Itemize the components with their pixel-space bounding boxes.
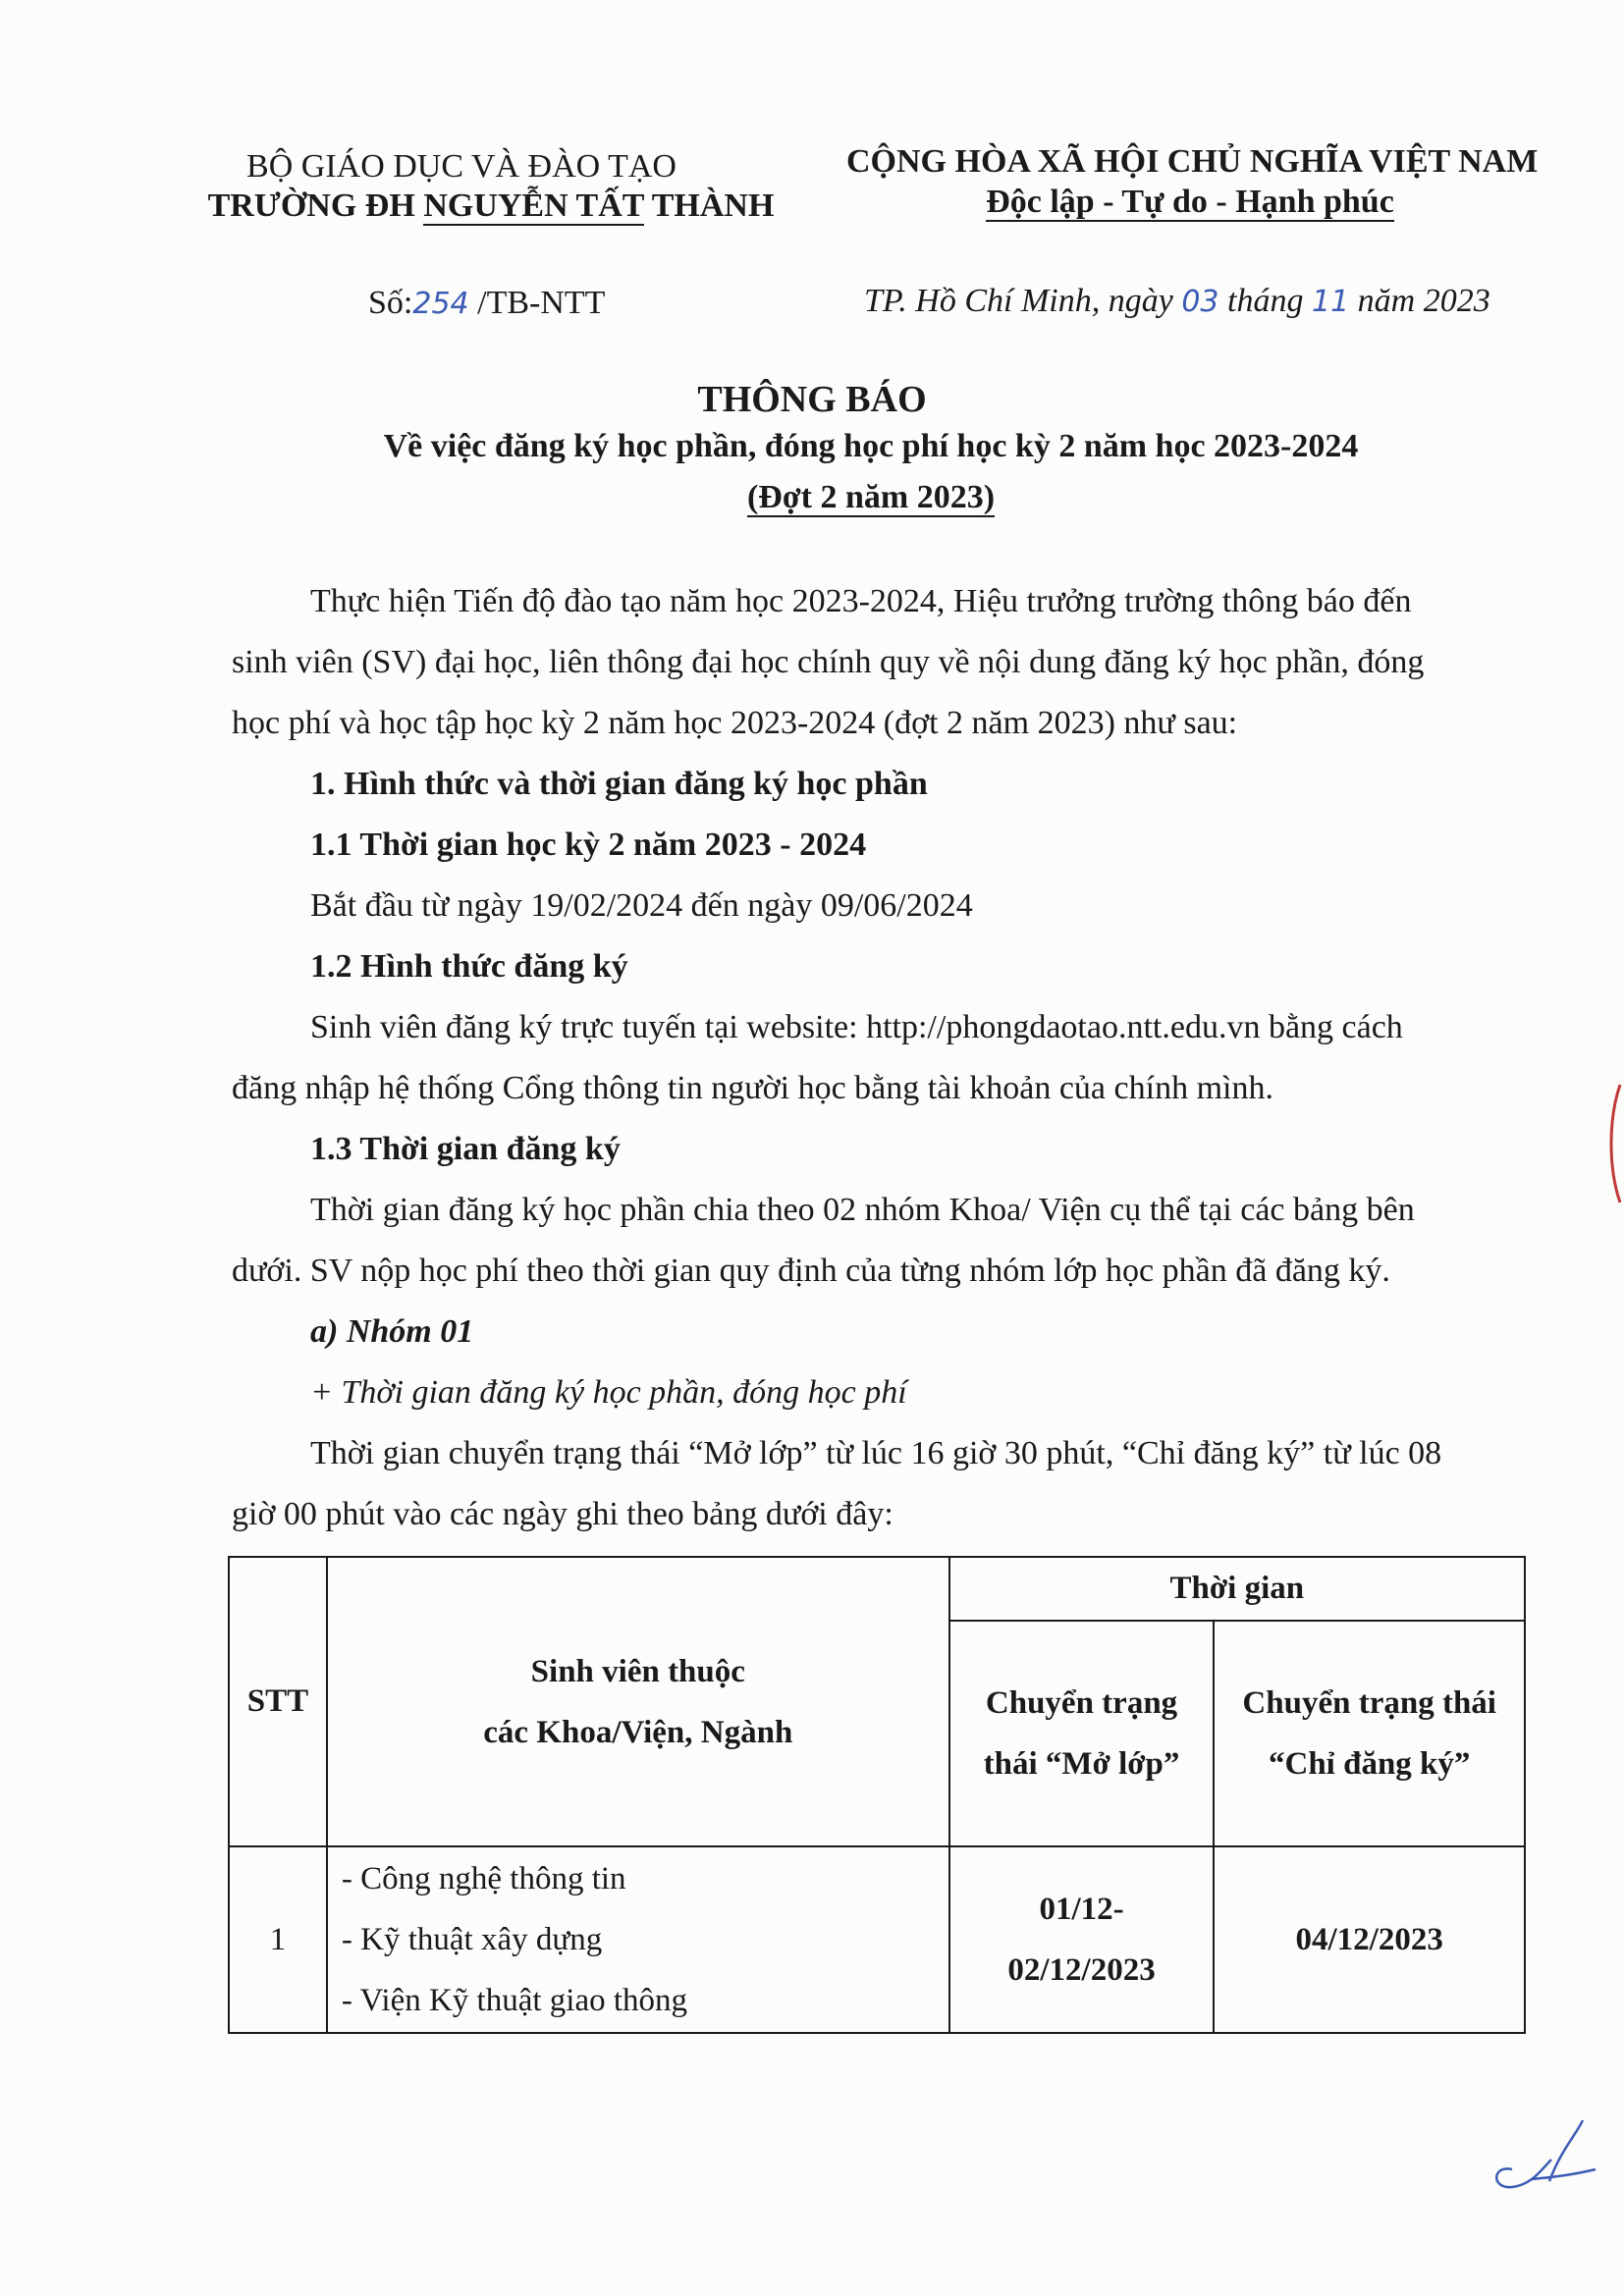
header-register-only <box>1214 1621 1525 1846</box>
open-date-line-2: 02/12/2023 <box>1007 1952 1156 1988</box>
date-day-handwritten: 03 <box>1181 285 1219 319</box>
section-1-1-heading: 1.1 Thời gian học kỳ 2 năm 2023 - 2024 <box>310 827 867 863</box>
row-stt: 1 <box>229 1846 327 2033</box>
date-month-handwritten: 11 <box>1311 285 1350 319</box>
national-motto <box>846 183 1534 222</box>
row-register-date: 04/12/2023 <box>1214 1846 1525 2033</box>
university-suffix: THÀNH <box>643 187 775 224</box>
intro-line-3: học phí và học tập học kỳ 2 năm học 2023-2024 (đợt 2 năm 2023) như sau: <box>232 705 1238 741</box>
header-register-line-1: Chuyển trạng thái <box>1242 1685 1496 1721</box>
signature-initial-mark <box>1473 2110 1600 2199</box>
faculty-item: - Viện Kỹ thuật giao thông <box>341 1983 688 2018</box>
ministry-name: BỘ GIÁO DỤC VÀ ĐÀO TẠO <box>246 148 677 185</box>
table-row <box>229 1846 1525 2033</box>
status-line-2: giờ 00 phút vào các ngày ghi theo bảng dưới đây: <box>232 1496 893 1532</box>
header-open-line-1: Chuyển trạng <box>985 1685 1178 1721</box>
document-date <box>864 283 1490 320</box>
section-1-3-line-2: dưới. SV nộp học phí theo thời gian quy định của từng nhóm lớp học phần đã đăng ký. <box>232 1253 1390 1289</box>
header-register-line-2: “Chỉ đăng ký” <box>1268 1746 1471 1782</box>
section-1-1-text: Bắt đầu từ ngày 19/02/2024 đến ngày 09/06/2024 <box>310 887 973 924</box>
section-1-2-heading: 1.2 Hình thức đăng ký <box>310 948 628 985</box>
document-subtitle: Về việc đăng ký học phần, đóng học phí học kỳ 2 năm học 2023-2024 <box>383 428 1359 464</box>
registration-schedule-table <box>228 1556 1526 2034</box>
round-text: (Đợt 2 năm 2023) <box>746 479 996 515</box>
header-time: Thời gian <box>949 1557 1525 1621</box>
section-1-2-line-2: đăng nhập hệ thống Cổng thông tin người học bằng tài khoản của chính mình. <box>232 1070 1273 1106</box>
date-month-label: tháng <box>1218 283 1312 319</box>
header-stt: STT <box>229 1557 327 1846</box>
section-1-2-line-1: Sinh viên đăng ký trực tuyến tại website: http://phongdaotao.ntt.edu.vn bằng cách <box>310 1009 1403 1045</box>
document-number <box>368 285 605 322</box>
group-a-subheading: + Thời gian đăng ký học phần, đóng học phí <box>310 1374 907 1411</box>
section-1-heading: 1. Hình thức và thời gian đăng ký học phần <box>310 766 928 802</box>
doc-number-label: Số: <box>368 285 413 321</box>
university-prefix: TRƯỜNG ĐH <box>207 187 424 224</box>
row-faculties <box>327 1846 949 2033</box>
university-name-underlined: NGUYỄN TẤT <box>423 187 644 224</box>
section-1-3-line-1: Thời gian đăng ký học phần chia theo 02 nhóm Khoa/ Viện cụ thể tại các bảng bên <box>310 1192 1415 1228</box>
header-students <box>327 1557 949 1846</box>
country-name: CỘNG HÒA XÃ HỘI CHỦ NGHĨA VIỆT NAM <box>846 143 1539 180</box>
group-a-heading: a) Nhóm 01 <box>310 1313 474 1350</box>
stamp-edge-mark <box>1600 1080 1624 1207</box>
section-1-3-heading: 1.3 Thời gian đăng ký <box>310 1131 621 1167</box>
table-header-row <box>229 1557 1525 1621</box>
doc-number-suffix: /TB-NTT <box>468 285 606 321</box>
date-year: năm 2023 <box>1349 283 1490 319</box>
status-line-1: Thời gian chuyển trạng thái “Mở lớp” từ lúc 16 giờ 30 phút, “Chỉ đăng ký” từ lúc 08 <box>310 1435 1442 1471</box>
header-open-line-2: thái “Mở lớp” <box>983 1746 1180 1782</box>
intro-line-1: Thực hiện Tiến độ đào tạo năm học 2023-2024, Hiệu trưởng trường thông báo đến <box>310 583 1412 619</box>
open-date-line-1: 01/12- <box>1039 1892 1124 1927</box>
doc-number-handwritten: 254 <box>412 287 469 321</box>
row-open-date <box>949 1846 1215 2033</box>
document-title: THÔNG BÁO <box>697 379 927 420</box>
header-students-line-1: Sinh viên thuộc <box>530 1653 745 1689</box>
faculty-item: - Kỹ thuật xây dựng <box>341 1922 603 1957</box>
header-open-class <box>949 1621 1215 1846</box>
faculty-item: - Công nghệ thông tin <box>341 1861 626 1896</box>
intro-line-2: sinh viên (SV) đại học, liên thông đại học chính quy về nội dung đăng ký học phần, đóng <box>232 644 1425 680</box>
motto-text: Độc lập - Tự do - Hạnh phúc <box>986 184 1394 220</box>
document-round <box>0 479 1624 516</box>
university-name <box>187 187 795 226</box>
header-students-line-2: các Khoa/Viện, Ngành <box>483 1714 793 1750</box>
date-prefix: TP. Hồ Chí Minh, ngày <box>864 283 1182 319</box>
